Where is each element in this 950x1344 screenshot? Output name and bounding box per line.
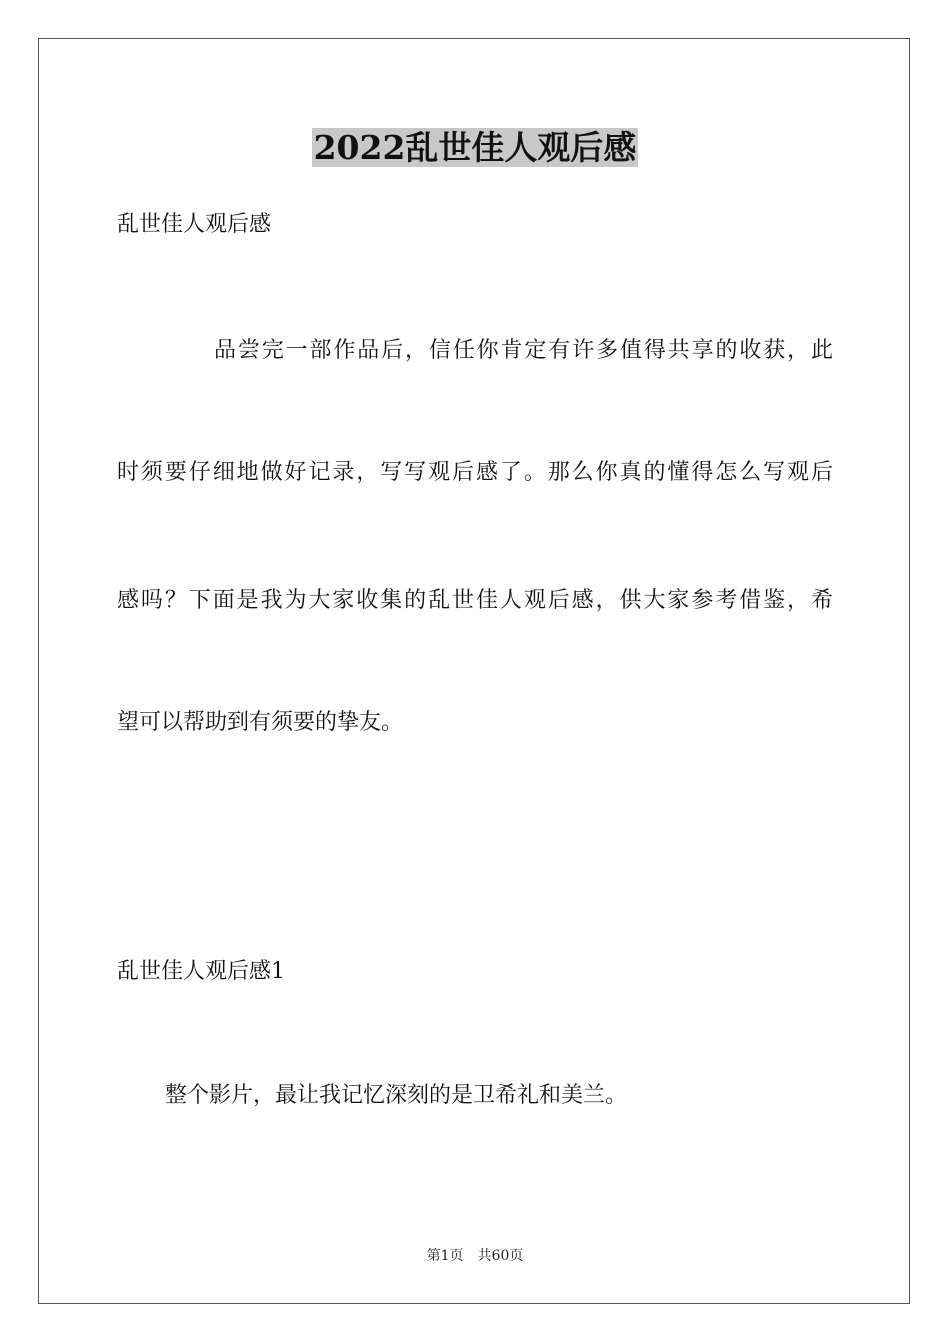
- section-heading: 乱世佳人观后感1: [117, 959, 285, 984]
- page-footer: [0, 1247, 950, 1265]
- page-number: 第1页: [426, 1248, 464, 1264]
- intro-line-3: 感吗？下面是我为大家收集的乱世佳人观后感，供大家参考借鉴，希: [117, 588, 833, 613]
- intro-line-2: 时须要仔细地做好记录，写写观后感了。那么你真的懂得怎么写观后: [117, 460, 833, 485]
- intro-line-1: 品尝完一部作品后，信任你肯定有许多值得共享的收获，此: [214, 338, 833, 363]
- document-title: [0, 126, 950, 170]
- section-line-1: 整个影片，最让我记忆深刻的是卫希礼和美兰。: [165, 1083, 628, 1108]
- intro-line-4: 望可以帮助到有须要的挚友。: [117, 710, 404, 735]
- document-subtitle: 乱世佳人观后感: [117, 212, 272, 237]
- page-total: 共60页: [477, 1248, 524, 1264]
- document-title-text: 2022乱世佳人观后感: [313, 128, 637, 167]
